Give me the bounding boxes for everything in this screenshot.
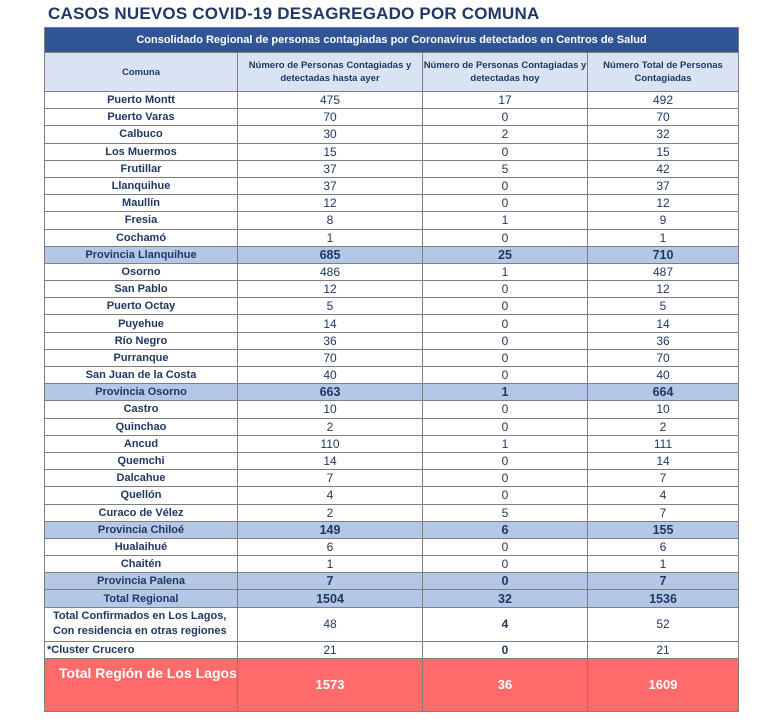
- cell-hoy: 0: [423, 229, 588, 246]
- cell-total: 492: [588, 92, 739, 109]
- table-row: [45, 212, 739, 229]
- row-name: *Cluster Crucero: [45, 641, 238, 658]
- table-row: [45, 401, 739, 418]
- row-name: Hualaihué: [45, 538, 238, 555]
- cell-ayer: 12: [238, 195, 423, 212]
- cell-total: 487: [588, 263, 739, 280]
- cell-hoy: 0: [423, 573, 588, 590]
- table-row-subtotal: [45, 384, 739, 401]
- table-row: [45, 160, 739, 177]
- header-ayer: Número de Personas Contagiadas y detectadas hasta ayer: [238, 53, 423, 92]
- cell-total: 6: [588, 538, 739, 555]
- table-body: [45, 92, 739, 712]
- cell-hoy: 0: [423, 538, 588, 555]
- table-row: [45, 504, 739, 521]
- table-row: [45, 92, 739, 109]
- cell-total: 1536: [588, 590, 739, 607]
- cell-total: 42: [588, 160, 739, 177]
- cell-ayer: 149: [238, 521, 423, 538]
- table-row: [45, 332, 739, 349]
- cell-total: 155: [588, 521, 739, 538]
- cell-hoy: 0: [423, 177, 588, 194]
- cell-total: 10: [588, 401, 739, 418]
- cell-hoy: 36: [423, 658, 588, 711]
- cell-hoy: 0: [423, 367, 588, 384]
- cell-total: 15: [588, 143, 739, 160]
- cell-hoy: 0: [423, 470, 588, 487]
- page-title: CASOS NUEVOS COVID-19 DESAGREGADO POR COMUNA: [48, 4, 540, 23]
- cell-hoy: 0: [423, 641, 588, 658]
- row-name-line2: Con residencia en otras regiones: [53, 625, 227, 638]
- table-row: [45, 418, 739, 435]
- cell-total: 7: [588, 504, 739, 521]
- header-total: Número Total de Personas Contagiadas: [588, 53, 739, 92]
- cell-hoy: 1: [423, 384, 588, 401]
- row-name: Dalcahue: [45, 470, 238, 487]
- table-row: [45, 538, 739, 555]
- cell-total: 12: [588, 281, 739, 298]
- row-name: Frutillar: [45, 160, 238, 177]
- cell-ayer: 2: [238, 504, 423, 521]
- row-name: Cochamó: [45, 229, 238, 246]
- cell-hoy: 17: [423, 92, 588, 109]
- cell-ayer: 7: [238, 470, 423, 487]
- cell-hoy: 0: [423, 401, 588, 418]
- cell-hoy: 0: [423, 109, 588, 126]
- table-row: [45, 435, 739, 452]
- cell-ayer: 8: [238, 212, 423, 229]
- cell-total: 4: [588, 487, 739, 504]
- cell-ayer: 37: [238, 160, 423, 177]
- row-name: Puerto Montt: [45, 92, 238, 109]
- table-row: [45, 487, 739, 504]
- row-name: Puyehue: [45, 315, 238, 332]
- table-row-grand-total: [45, 658, 739, 711]
- table-row: [45, 263, 739, 280]
- table-row: [45, 281, 739, 298]
- row-name: Osorno: [45, 263, 238, 280]
- cell-ayer: 70: [238, 349, 423, 366]
- row-name: Provincia Palena: [45, 573, 238, 590]
- row-name: Puerto Varas: [45, 109, 238, 126]
- cell-hoy: 0: [423, 487, 588, 504]
- cell-ayer: 2: [238, 418, 423, 435]
- row-name: Quemchi: [45, 452, 238, 469]
- cell-ayer: 486: [238, 263, 423, 280]
- row-name: Maullín: [45, 195, 238, 212]
- cell-hoy: 0: [423, 452, 588, 469]
- row-name: Río Negro: [45, 332, 238, 349]
- table-row: [45, 298, 739, 315]
- cell-hoy: 5: [423, 504, 588, 521]
- cell-total: 32: [588, 126, 739, 143]
- cell-total: 37: [588, 177, 739, 194]
- cell-hoy: 0: [423, 349, 588, 366]
- cell-hoy: 0: [423, 195, 588, 212]
- table-banner: Consolidado Regional de personas contagiadas por Coronavirus detectados en Centros de Salud: [45, 28, 739, 53]
- row-name: Llanquihue: [45, 177, 238, 194]
- cell-ayer: 40: [238, 367, 423, 384]
- cell-hoy: 0: [423, 281, 588, 298]
- table-row-subtotal: [45, 521, 739, 538]
- table-row-subtotal: [45, 246, 739, 263]
- row-name: Castro: [45, 401, 238, 418]
- cell-ayer: 10: [238, 401, 423, 418]
- cell-ayer: 14: [238, 452, 423, 469]
- cell-total: 70: [588, 109, 739, 126]
- row-name: Provincia Osorno: [45, 384, 238, 401]
- cell-ayer: 1573: [238, 658, 423, 711]
- table-row-cluster: [45, 641, 739, 658]
- cell-total: 14: [588, 452, 739, 469]
- table-row: [45, 556, 739, 573]
- table-row-subtotal: [45, 573, 739, 590]
- row-name: Total Regional: [45, 590, 238, 607]
- cell-ayer: 1: [238, 229, 423, 246]
- row-name: Quinchao: [45, 418, 238, 435]
- row-name: Quellón: [45, 487, 238, 504]
- row-name: Calbuco: [45, 126, 238, 143]
- table-row: [45, 452, 739, 469]
- row-name: Chaitén: [45, 556, 238, 573]
- table-row: [45, 315, 739, 332]
- cell-hoy: 0: [423, 143, 588, 160]
- cell-hoy: 6: [423, 521, 588, 538]
- table-row: [45, 229, 739, 246]
- table-row: [45, 367, 739, 384]
- cell-total: 12: [588, 195, 739, 212]
- cell-total: 664: [588, 384, 739, 401]
- cell-hoy: 1: [423, 263, 588, 280]
- cell-hoy: 0: [423, 315, 588, 332]
- row-name: Total Región de Los Lagos: [45, 658, 238, 711]
- table-row: [45, 349, 739, 366]
- row-name-line1: Total Confirmados en Los Lagos,: [53, 610, 227, 623]
- header-comuna: Comuna: [45, 53, 238, 92]
- cell-ayer: 1504: [238, 590, 423, 607]
- cell-total: 1: [588, 556, 739, 573]
- row-name: San Pablo: [45, 281, 238, 298]
- cell-ayer: 663: [238, 384, 423, 401]
- cell-total: 1609: [588, 658, 739, 711]
- row-name: San Juan de la Costa: [45, 367, 238, 384]
- cell-ayer: 4: [238, 487, 423, 504]
- row-name: Los Muermos: [45, 143, 238, 160]
- cell-ayer: 30: [238, 126, 423, 143]
- cell-total: 111: [588, 435, 739, 452]
- row-name: Fresia: [45, 212, 238, 229]
- table-row: [45, 177, 739, 194]
- cell-total: 40: [588, 367, 739, 384]
- cell-ayer: 6: [238, 538, 423, 555]
- cell-total: 14: [588, 315, 739, 332]
- cell-hoy: 1: [423, 435, 588, 452]
- row-name: Provincia Chiloé: [45, 521, 238, 538]
- cell-ayer: 475: [238, 92, 423, 109]
- table-row: [45, 143, 739, 160]
- table-row: [45, 470, 739, 487]
- cell-hoy: 0: [423, 332, 588, 349]
- cell-ayer: 12: [238, 281, 423, 298]
- table-row-subtotal: [45, 590, 739, 607]
- cell-ayer: 21: [238, 641, 423, 658]
- row-name: Provincia Llanquihue: [45, 246, 238, 263]
- table-row: [45, 109, 739, 126]
- cell-total: 2: [588, 418, 739, 435]
- cell-ayer: 685: [238, 246, 423, 263]
- cell-ayer: 7: [238, 573, 423, 590]
- cell-ayer: 5: [238, 298, 423, 315]
- cell-total: 9: [588, 212, 739, 229]
- header-hoy: Número de Personas Contagiadas y detectadas hoy: [423, 53, 588, 92]
- cell-hoy: 5: [423, 160, 588, 177]
- covid-table: [44, 27, 739, 712]
- cell-hoy: 1: [423, 212, 588, 229]
- row-name: Puerto Octay: [45, 298, 238, 315]
- cell-ayer: 14: [238, 315, 423, 332]
- cell-ayer: 1: [238, 556, 423, 573]
- row-name: Purranque: [45, 349, 238, 366]
- cell-hoy: 4: [423, 607, 588, 641]
- cell-hoy: 0: [423, 418, 588, 435]
- row-name: Ancud: [45, 435, 238, 452]
- cell-hoy: 32: [423, 590, 588, 607]
- table-row: [45, 195, 739, 212]
- cell-hoy: 0: [423, 298, 588, 315]
- row-name: [45, 607, 238, 641]
- cell-total: 7: [588, 470, 739, 487]
- cell-hoy: 0: [423, 556, 588, 573]
- row-name: Curaco de Vélez: [45, 504, 238, 521]
- cell-ayer: 110: [238, 435, 423, 452]
- table-row-otras-regiones: [45, 607, 739, 641]
- cell-total: 710: [588, 246, 739, 263]
- cell-ayer: 15: [238, 143, 423, 160]
- table-row: [45, 126, 739, 143]
- cell-total: 21: [588, 641, 739, 658]
- cell-total: 7: [588, 573, 739, 590]
- cell-total: 70: [588, 349, 739, 366]
- cell-hoy: 25: [423, 246, 588, 263]
- cell-total: 36: [588, 332, 739, 349]
- cell-ayer: 70: [238, 109, 423, 126]
- cell-ayer: 36: [238, 332, 423, 349]
- cell-hoy: 2: [423, 126, 588, 143]
- cell-total: 1: [588, 229, 739, 246]
- cell-total: 5: [588, 298, 739, 315]
- cell-total: 52: [588, 607, 739, 641]
- cell-ayer: 48: [238, 607, 423, 641]
- cell-ayer: 37: [238, 177, 423, 194]
